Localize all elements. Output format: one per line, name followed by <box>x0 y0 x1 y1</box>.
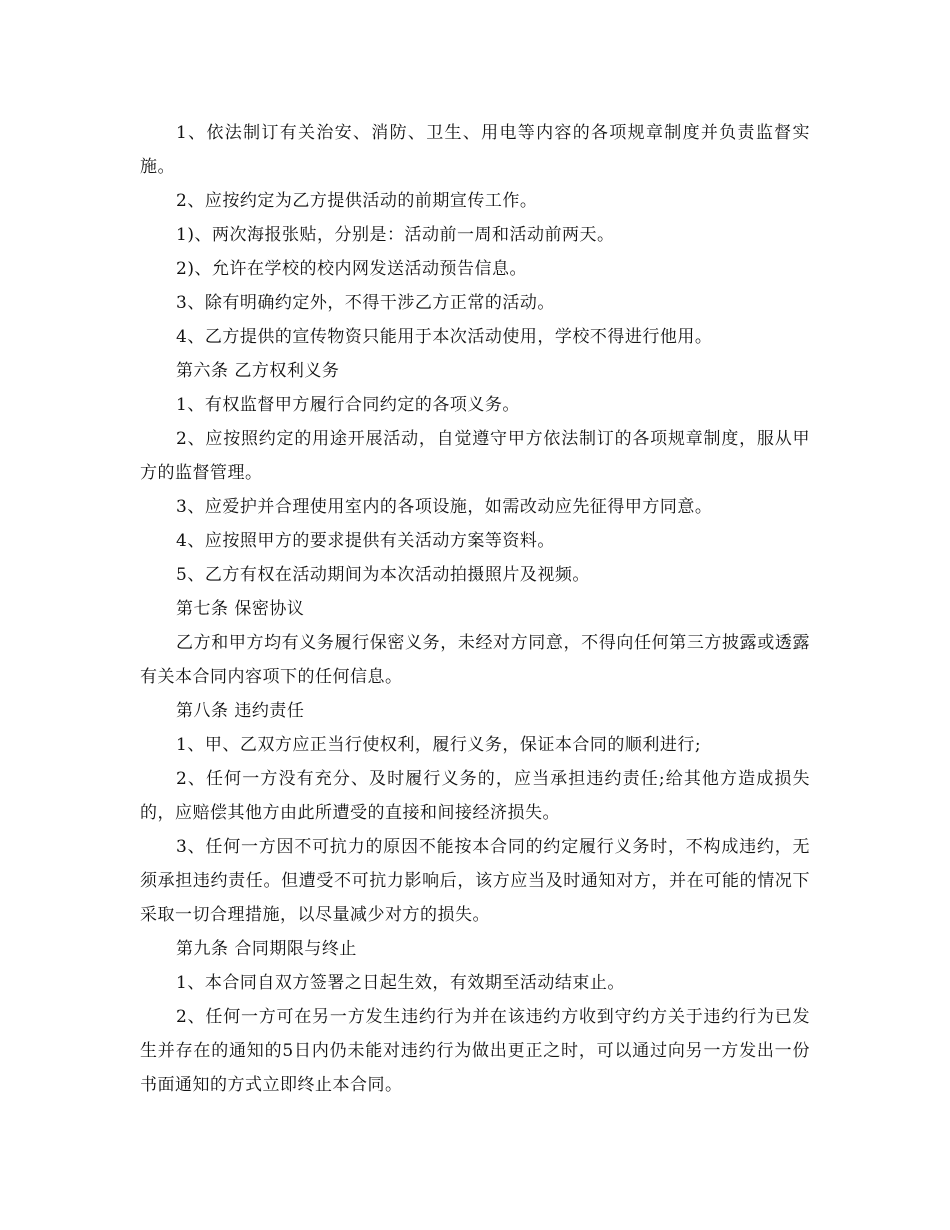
paragraph: 2、任何一方可在另一方发生违约行为并在该违约方收到守约方关于违约行为已发生并存在的通知的5日内仍未能对违约行为做出更正之时，可以通过向另一方发出一份书面通知的方式立即终止本合同。 <box>140 1007 810 1095</box>
section-heading-article-7: 第七条 保密协议 <box>176 599 305 619</box>
paragraph: 1、本合同自双方签署之日起生效，有效期至活动结束止。 <box>176 973 625 993</box>
section-heading-article-9: 第九条 合同期限与终止 <box>176 939 357 959</box>
paragraph: 3、除有明确约定外，不得干涉乙方正常的活动。 <box>176 293 555 313</box>
section-heading-article-8: 第八条 违约责任 <box>176 701 305 721</box>
paragraph: 4、乙方提供的宣传物资只能用于本次活动使用，学校不得进行他用。 <box>176 327 713 347</box>
paragraph: 乙方和甲方均有义务履行保密义务，未经对方同意，不得向任何第三方披露或透露有关本合同内容项下的任何信息。 <box>140 633 810 687</box>
paragraph: 3、应爱护并合理使用室内的各项设施，如需改动应先征得甲方同意。 <box>176 497 713 517</box>
paragraph: 1)、两次海报张贴，分别是：活动前一周和活动前两天。 <box>176 225 615 245</box>
paragraph: 2、应按照约定的用途开展活动，自觉遵守甲方依法制订的各项规章制度，服从甲方的监督管理。 <box>140 429 810 483</box>
paragraph: 2、应按约定为乙方提供活动的前期宣传工作。 <box>176 191 538 211</box>
paragraph: 5、乙方有权在活动期间为本次活动拍摄照片及视频。 <box>176 565 590 585</box>
paragraph: 4、应按照甲方的要求提供有关活动方案等资料。 <box>176 531 555 551</box>
paragraph: 1、甲、乙双方应正当行使权利，履行义务，保证本合同的顺利进行; <box>176 735 702 755</box>
paragraph: 3、任何一方因不可抗力的原因不能按本合同的约定履行义务时，不构成违约，无须承担违约责任。但遭受不可抗力影响后，该方应当及时通知对方，并在可能的情况下采取一切合理措施，以尽量减少对方的损失。 <box>140 837 810 925</box>
paragraph: 1、依法制订有关治安、消防、卫生、用电等内容的各项规章制度并负责监督实施。 <box>140 123 810 177</box>
paragraph: 2、任何一方没有充分、及时履行义务的，应当承担违约责任;给其他方造成损失的，应赔偿其他方由此所遭受的直接和间接经济损失。 <box>140 769 810 823</box>
paragraph: 2)、允许在学校的校内网发送活动预告信息。 <box>176 259 527 279</box>
section-heading-article-6: 第六条 乙方权利义务 <box>176 361 340 381</box>
paragraph: 1、有权监督甲方履行合同约定的各项义务。 <box>176 395 520 415</box>
